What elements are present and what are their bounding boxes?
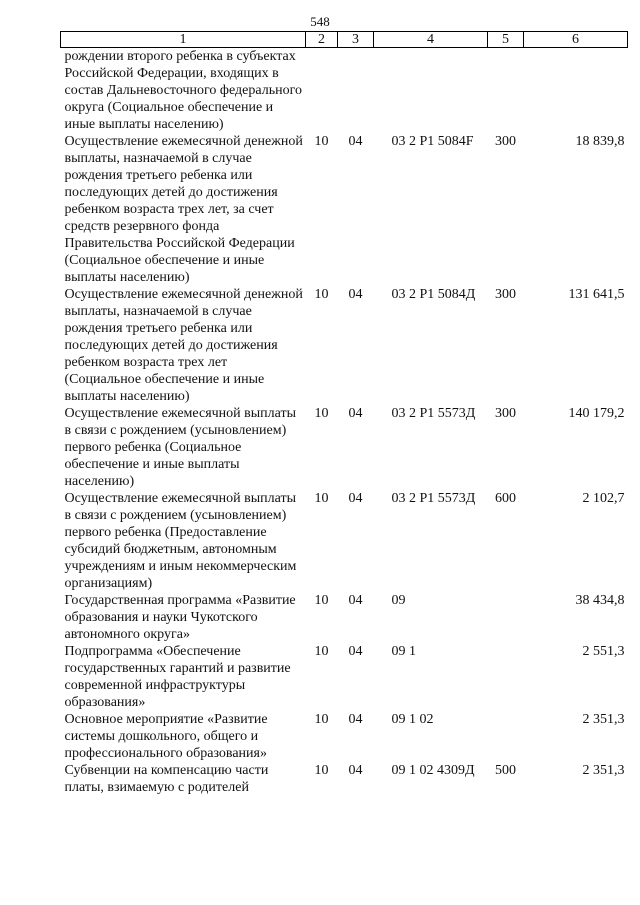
- row-name: Осуществление ежемесячной выплаты в связи с рождением (усыновлением) первого ребенка (Социальное обеспечение и иные выплаты населению): [64, 406, 297, 489]
- row-name: Основное мероприятие «Развитие системы дошкольного, общего и профессионального образования»: [64, 712, 268, 761]
- row-amount: 140 179,2: [568, 406, 625, 421]
- row-target-code: 09 1 02 4309Д: [391, 763, 475, 778]
- row-subsection: 04: [348, 644, 363, 659]
- header-col-1: 1: [61, 32, 306, 48]
- row-section: 10: [314, 287, 329, 302]
- row-expense-type: [488, 711, 524, 762]
- header-col-2: 2: [306, 32, 338, 48]
- row-section: 10: [314, 134, 329, 149]
- row-section: 10: [314, 644, 329, 659]
- row-target-code: 09 1 02: [391, 712, 434, 727]
- row-amount: 2 551,3: [582, 644, 625, 659]
- row-amount: 38 434,8: [575, 593, 625, 608]
- row-target-code: 09 1: [391, 644, 416, 659]
- row-amount: 18 839,8: [575, 134, 625, 149]
- table-row: [61, 592, 628, 643]
- row-name: Осуществление ежемесячной денежной выплаты, назначаемой в случае рождения третьего ребенка или последующих детей до достижения ребенком возраста трех лет (Социальное обеспечение и иные выплаты населению): [64, 287, 303, 404]
- row-amount: 131 641,5: [568, 287, 625, 302]
- row-expense-type: [488, 643, 524, 711]
- row-section: 10: [314, 491, 329, 506]
- row-section: 10: [314, 712, 329, 727]
- row-amount: 2 351,3: [582, 763, 625, 778]
- table-row: [61, 490, 628, 592]
- table-row: [61, 133, 628, 286]
- row-expense-type: 300: [495, 287, 516, 302]
- row-expense-type: 300: [495, 406, 516, 421]
- row-subsection: 04: [348, 763, 363, 778]
- table-row: [61, 48, 628, 134]
- row-expense-type: 500: [495, 763, 516, 778]
- row-expense-type: 600: [495, 491, 516, 506]
- header-row: [61, 32, 628, 48]
- row-name: Государственная программа «Развитие образования и науки Чукотского автономного округа»: [64, 593, 296, 642]
- row-subsection: 04: [348, 134, 363, 149]
- row-subsection: 04: [348, 593, 363, 608]
- row-subsection: [338, 48, 374, 134]
- table-row: [61, 286, 628, 405]
- row-amount: [524, 48, 628, 134]
- table-row: [61, 762, 628, 796]
- row-expense-type: 300: [495, 134, 516, 149]
- row-name: Осуществление ежемесячной денежной выплаты, назначаемой в случае рождения третьего ребенка или последующих детей до достижения ребенком возраста трех лет, за счет средств резервного фонда Правительства Российской Федерации (Социальное обеспечение и иные выплаты населению): [64, 134, 303, 285]
- table-row: [61, 643, 628, 711]
- row-amount: 2 351,3: [582, 712, 625, 727]
- header-col-6: 6: [524, 32, 628, 48]
- row-name: Осуществление ежемесячной выплаты в связи с рождением (усыновлением) первого ребенка (Предоставление субсидий бюджетным, автономным учреждениям и иным некоммерческим организациям): [64, 491, 297, 591]
- header-col-3: 3: [338, 32, 374, 48]
- row-target-code: 03 2 P1 5084F: [391, 134, 474, 149]
- row-section: [306, 48, 338, 134]
- row-target-code: 03 2 P1 5573Д: [391, 491, 476, 506]
- row-amount: 2 102,7: [582, 491, 625, 506]
- budget-table: [60, 31, 628, 796]
- table-row: [61, 405, 628, 490]
- row-expense-type: [488, 592, 524, 643]
- row-subsection: 04: [348, 712, 363, 727]
- row-section: 10: [314, 593, 329, 608]
- row-name: Подпрограмма «Обеспечение государственных гарантий и развитие современной инфраструктуры образования»: [64, 644, 291, 710]
- header-col-4: 4: [374, 32, 488, 48]
- row-expense-type: [488, 48, 524, 134]
- header-col-5: 5: [488, 32, 524, 48]
- row-name: Субвенции на компенсацию части платы, взимаемую с родителей: [64, 763, 269, 795]
- row-target-code: 09: [391, 593, 406, 608]
- page-number: 548: [310, 14, 330, 29]
- row-subsection: 04: [348, 287, 363, 302]
- row-target-code: [374, 48, 488, 134]
- row-section: 10: [314, 763, 329, 778]
- table-row: [61, 711, 628, 762]
- row-target-code: 03 2 P1 5573Д: [391, 406, 476, 421]
- row-section: 10: [314, 406, 329, 421]
- row-target-code: 03 2 P1 5084Д: [391, 287, 476, 302]
- row-subsection: 04: [348, 406, 363, 421]
- row-subsection: 04: [348, 491, 363, 506]
- row-name: рождении второго ребенка в субъектах Российской Федерации, входящих в состав Дальневосточного федерального округа (Социальное обеспечение и иные выплаты населению): [64, 49, 302, 132]
